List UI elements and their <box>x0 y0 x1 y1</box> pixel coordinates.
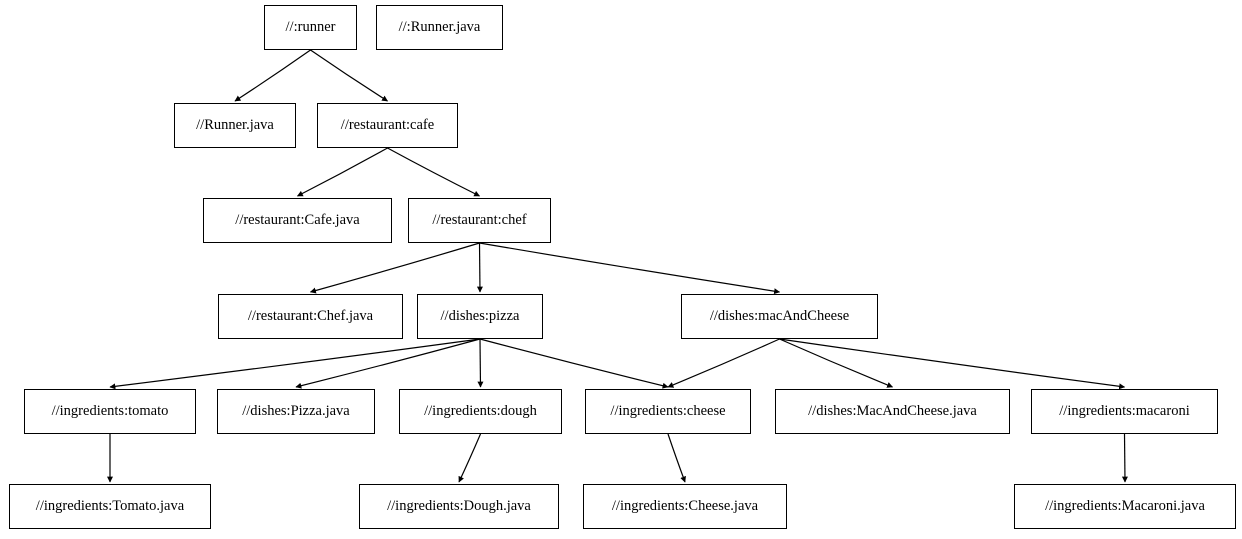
graph-edge <box>110 339 480 387</box>
graph-node <box>376 5 503 50</box>
graph-node <box>24 389 196 434</box>
graph-node <box>1014 484 1236 529</box>
graph-node <box>317 103 458 148</box>
graph-node <box>359 484 559 529</box>
graph-node-label: //dishes:pizza <box>440 308 520 325</box>
graph-edge <box>235 50 311 101</box>
graph-node-label: //ingredients:Macaroni.java <box>1045 498 1205 515</box>
graph-node <box>417 294 543 339</box>
graph-node-label: //restaurant:Cafe.java <box>235 212 360 229</box>
graph-edge <box>1125 434 1126 482</box>
graph-node <box>583 484 787 529</box>
graph-node-label: //restaurant:cafe <box>340 117 435 134</box>
graph-node <box>203 198 392 243</box>
graph-edge <box>311 50 388 101</box>
graph-node-label: //ingredients:cheese <box>610 403 726 420</box>
graph-node-label: //dishes:Pizza.java <box>242 403 350 420</box>
graph-edge <box>780 339 893 387</box>
graph-node <box>775 389 1010 434</box>
graph-node-label: //:runner <box>285 19 336 36</box>
graph-node <box>399 389 562 434</box>
graph-node-label: //dishes:macAndCheese <box>709 308 850 325</box>
graph-edge <box>298 148 388 196</box>
graph-node <box>1031 389 1218 434</box>
graph-node <box>681 294 878 339</box>
graph-edge <box>480 243 481 292</box>
graph-edge <box>480 243 780 292</box>
graph-edge <box>459 434 481 482</box>
graph-node <box>9 484 211 529</box>
graph-node <box>218 294 403 339</box>
graph-node-label: //restaurant:Chef.java <box>247 308 374 325</box>
graph-node-label: //:Runner.java <box>398 19 481 36</box>
graph-edge <box>388 148 480 196</box>
graph-node-label: //ingredients:Cheese.java <box>611 498 759 515</box>
graph-node-label: //Runner.java <box>196 117 274 134</box>
graph-node <box>217 389 375 434</box>
graph-edge <box>480 339 481 387</box>
graph-node-label: //ingredients:Tomato.java <box>35 498 185 515</box>
graph-edge <box>311 243 480 292</box>
graph-node <box>585 389 751 434</box>
graph-node-label: //dishes:MacAndCheese.java <box>808 403 977 420</box>
graph-node-label: //restaurant:chef <box>432 212 527 229</box>
graph-node-label: //ingredients:macaroni <box>1059 403 1190 420</box>
graph-node-label: //ingredients:tomato <box>51 403 169 420</box>
graph-edge <box>780 339 1125 387</box>
graph-node <box>264 5 357 50</box>
graph-node-label: //ingredients:Dough.java <box>387 498 531 515</box>
graph-node <box>408 198 551 243</box>
graph-edge <box>668 434 685 482</box>
graph-edge <box>480 339 668 387</box>
graph-edge <box>668 339 780 387</box>
graph-node <box>174 103 296 148</box>
graph-edge <box>296 339 480 387</box>
graph-node-label: //ingredients:dough <box>424 403 537 420</box>
